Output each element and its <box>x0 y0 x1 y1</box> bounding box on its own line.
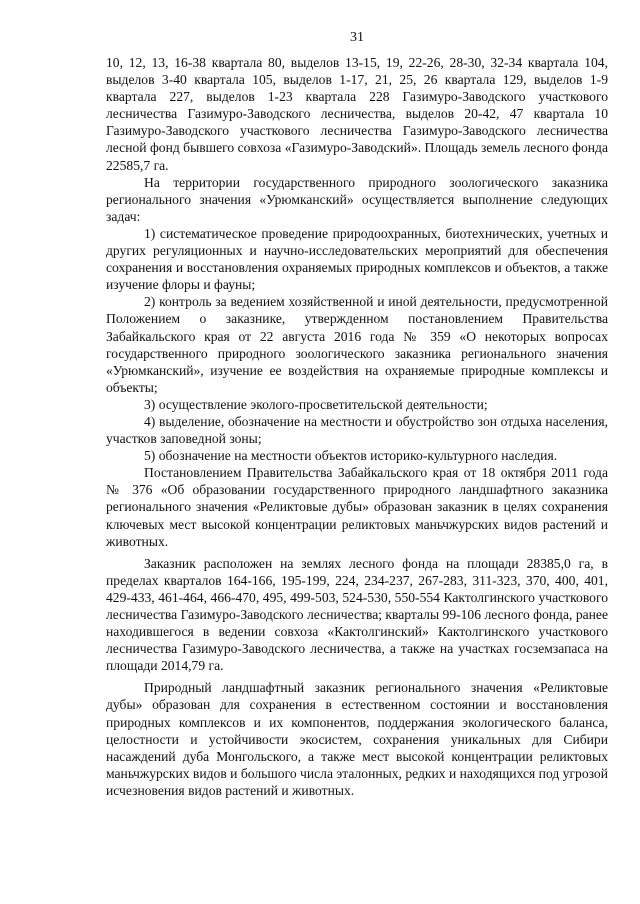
paragraph-task-1: 1) систематическое проведение природоохранных, биотехнических, учетных и других регуляционных и научно-исследовательских мероприятий для обеспечения сохранения и восстановления охраняемых природных комплексов и объектов, а также изучение флоры и фауны; <box>106 225 608 293</box>
paragraph-task-3: 3) осуществление эколого-просветительской деятельности; <box>144 396 488 412</box>
paragraph-location: Заказник расположен на землях лесного фонда на площади 28385,0 га, в пределах кварталов 164-166, 195-199, 224, 234-237, 267-283, 311-323, 370, 400, 401, 429-433, 461-464, 466-470, 495, 499-503, 524-530, 550-554 Кактолгинского участкового лесничества Газимуро-Заводского лесничества; кварталы 99-106 лесного фонда, ранее находившегося в ведении совхоза «Кактолгинский» Кактолгинского участкового лесничества Газимуро-Заводского лесничества, а также на участках госземзапаса на площади 2014,79 га. <box>106 555 608 674</box>
paragraph-purpose: Природный ландшафтный заказник регионального значения «Реликтовые дубы» образован для сохранения в естественном состоянии и восстановления природных комплексов и их компонентов, поддержания экологического баланса, целостности и устойчивости экосистем, сохранения уникальных для Сибири насаждений дуба Монгольского, а также мест высокой концентрации реликтовых маньчжурских видов и большого числа эталонных, редких и находящихся под угрозой исчезновения видов растений и животных. <box>106 680 608 798</box>
paragraph-task-5: 5) обозначение на местности объектов историко-культурного наследия. <box>144 448 558 464</box>
paragraph-task-2: 2) контроль за ведением хозяйственной и иной деятельности, предусмотренной Положением о заказнике, утвержденном постановлением Правительства Забайкальского края от 22 августа 2016 года № 359 «О некоторых вопросах государственного природного зоологического заказника регионального значения «Урюмканский», изучение ее воздействия на охраняемые природные комплексы и объекты; <box>106 294 608 395</box>
page-number: 31 <box>350 30 364 45</box>
document-page <box>106 30 608 799</box>
paragraph-task-4: 4) выделение, обозначение на местности и обустройство зон отдыха населения, участков заповедной зоны; <box>106 413 608 447</box>
paragraph-continuation: 10, 12, 13, 16-38 квартала 80, выделов 13-15, 19, 22-26, 28-30, 32-34 квартала 104, выделов 3-40 квартала 105, выделов 1-17, 21, 25, 26 квартала 129, выделов 1-9 квартала 227, выделов 1-23 квартала 228 Газимуро-Заводского участкового лесничества Газимуро-Заводского лесничества, выделов 20-42, 47 квартала 10 Газимуро-Заводского участкового лесничества Газимуро-Заводского лесничества лесной фонд бывшего совхоза «Газимуро-Заводский». Площадь земель лесного фонда 22585,7 га. <box>106 55 608 173</box>
paragraph-resolution: Постановлением Правительства Забайкальского края от 18 октября 2011 года № 376 «Об образовании государственного природного ландшафтного заказника регионального значения «Реликтовые дубы» образован заказник в целях сохранения ключевых мест высокой концентрации реликтовых маньчжурских видов растений и животных. <box>106 465 608 549</box>
paragraph-tasks-intro: На территории государственного природного зоологического заказника регионального значения «Урюмканский» осуществляется выполнение следующих задач: <box>106 174 608 224</box>
